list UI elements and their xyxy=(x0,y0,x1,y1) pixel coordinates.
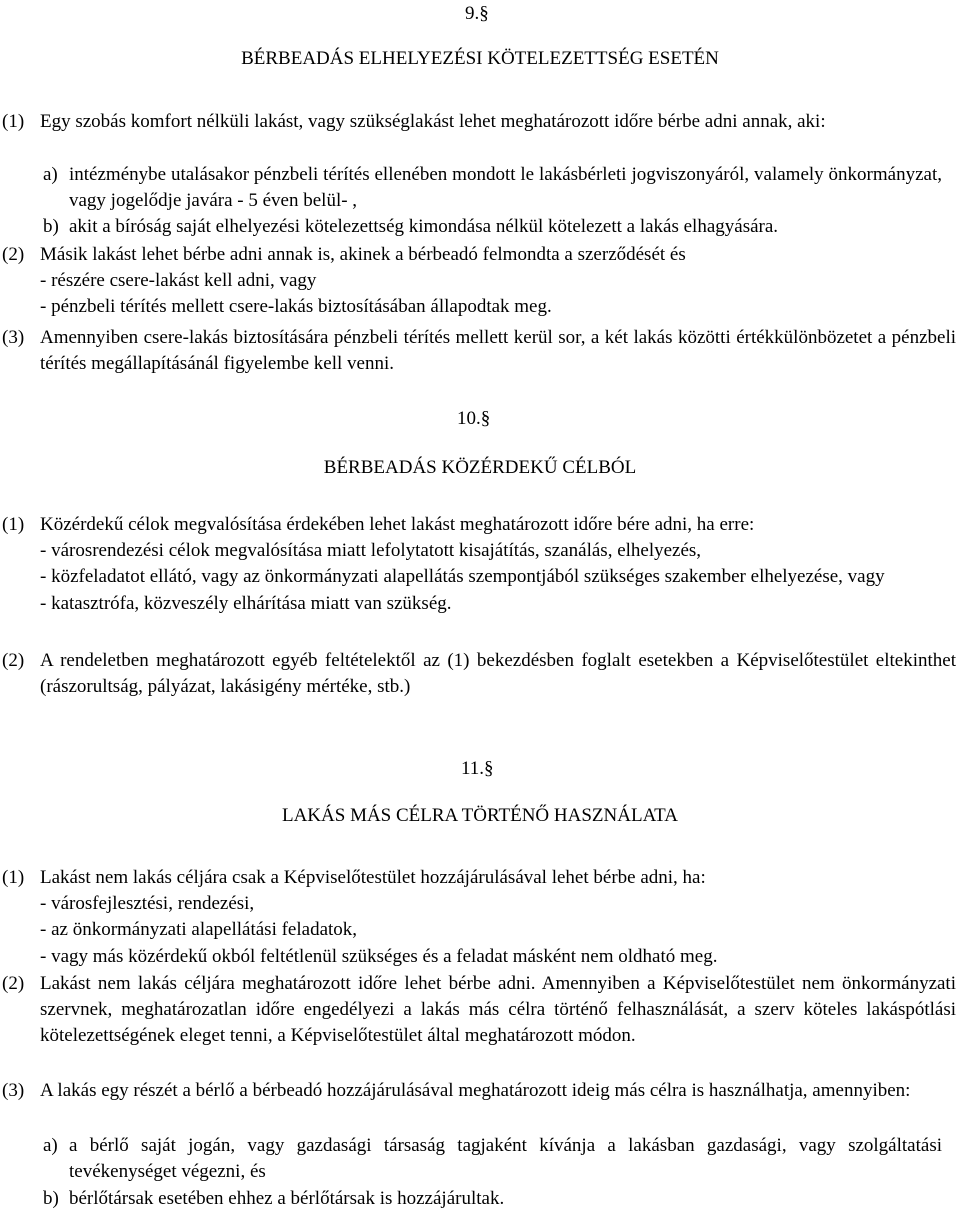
list-item-11-3-a xyxy=(43,1133,942,1185)
paragraph-text: A rendeletben meghatározott egyéb feltételektől az (1) bekezdésben foglalt esetekben a Képviselőtestület eltekinthet (rászorultság, pályázat, lakásigény mértéke, stb.) xyxy=(40,650,956,698)
paragraph-11-1 xyxy=(0,865,956,970)
list-item-11-3-b xyxy=(43,1186,942,1212)
section-number: 11.§ xyxy=(461,758,494,779)
paragraph-number: (2) xyxy=(2,973,25,994)
paragraph-text: Egy szobás komfort nélküli lakást, vagy szükséglakást lehet meghatározott időre bérbe adni annak, aki: xyxy=(40,111,826,132)
paragraph-number: (3) xyxy=(2,1080,25,1101)
section-number: 10.§ xyxy=(457,408,491,429)
dash-item: - az önkormányzati alapellátási feladatok, xyxy=(40,919,358,941)
list-label: a) xyxy=(43,1135,58,1156)
paragraph-9-2 xyxy=(0,242,956,321)
paragraph-number: (3) xyxy=(2,327,25,348)
paragraph-9-3 xyxy=(0,325,956,377)
list-text: akit a bíróság saját elhelyezési kötelezettség kimondása nélkül kötelezett a lakás elhagyására. xyxy=(69,216,779,237)
paragraph-number: (1) xyxy=(2,867,25,888)
paragraph-9-1 xyxy=(0,109,956,135)
dash-item: - részére csere-lakást kell adni, vagy xyxy=(40,270,317,292)
section-title: BÉRBEADÁS ELHELYEZÉSI KÖTELEZETTSÉG ESETÉN xyxy=(241,48,719,69)
dash-item: - vagy más közérdekű okból feltétlenül szükséges és a feladat másként nem oldható meg. xyxy=(40,945,718,967)
dash-item: - közfeladatot ellátó, vagy az önkormányzati alapellátás szempontjából szükséges szakember elhelyezése, vagy xyxy=(40,566,885,588)
section-title: LAKÁS MÁS CÉLRA TÖRTÉNŐ HASZNÁLATA xyxy=(281,805,678,826)
paragraph-10-2 xyxy=(0,648,956,700)
dash-item: - katasztrófa, közveszély elhárítása miatt van szükség. xyxy=(40,592,452,614)
paragraph-text: Lakást nem lakás céljára csak a Képviselőtestület hozzájárulásával lehet bérbe adni, ha: xyxy=(40,867,706,888)
section-number: 9.§ xyxy=(465,3,489,24)
paragraph-text: A lakás egy részét a bérlő a bérbeadó hozzájárulásával meghatározott ideig más célra is használhatja, amennyiben: xyxy=(40,1080,911,1101)
list-text: bérlőtársak esetében ehhez a bérlőtársak is hozzájárultak. xyxy=(69,1188,505,1209)
paragraph-11-2 xyxy=(0,971,956,1050)
paragraph-text: Másik lakást lehet bérbe adni annak is, akinek a bérbeadó felmondta a szerződését és xyxy=(40,244,686,265)
dash-item: - városfejlesztési, rendezési, xyxy=(40,893,255,915)
list-item-9-1-b xyxy=(43,214,960,240)
dash-item: - pénzbeli térítés mellett csere-lakás biztosításában állapodtak meg. xyxy=(40,296,552,318)
list-text: intézménybe utalásakor pénzbeli térítés ellenében mondott le lakásbérleti jogviszonyáról, valamely önkormányzat, vagy jogelődje javára - 5 éven belül- , xyxy=(69,164,942,212)
list-label: b) xyxy=(43,1188,59,1209)
paragraph-11-3 xyxy=(0,1078,956,1104)
paragraph-10-1 xyxy=(0,512,956,617)
paragraph-text: Lakást nem lakás céljára meghatározott időre lehet bérbe adni. Amennyiben a Képviselőtestület nem önkormányzati szervnek, meghatározatlan időre engedélyezi a lakás más célra történő felhasználását, a szerv köteles lakáspótlási kötelezettségének eleget tenni, a Képviselőtestület által meghatározott módon. xyxy=(40,973,956,1047)
list-label: a) xyxy=(43,164,58,185)
paragraph-number: (2) xyxy=(2,244,25,265)
list-label: b) xyxy=(43,216,59,237)
section-title: BÉRBEADÁS KÖZÉRDEKŰ CÉLBÓL xyxy=(323,457,637,478)
list-text: a bérlő saját jogán, vagy gazdasági társaság tagjaként kívánja a lakásban gazdasági, vagy szolgáltatási tevékenységet végezni, és xyxy=(69,1135,942,1183)
paragraph-number: (1) xyxy=(2,514,25,535)
dash-item: - városrendezési célok megvalósítása miatt lefolytatott kisajátítás, szanálás, elhelyezés, xyxy=(40,540,702,562)
paragraph-text: Amennyiben csere-lakás biztosítására pénzbeli térítés mellett kerül sor, a két lakás közötti értékkülönbözetet a pénzbeli térítés megállapításánál figyelembe kell venni. xyxy=(40,327,956,375)
list-item-9-1-a xyxy=(43,162,942,214)
paragraph-number: (1) xyxy=(2,111,25,132)
paragraph-number: (2) xyxy=(2,650,25,671)
paragraph-text: Közérdekű célok megvalósítása érdekében lehet lakást meghatározott időre bére adni, ha erre: xyxy=(40,514,755,535)
